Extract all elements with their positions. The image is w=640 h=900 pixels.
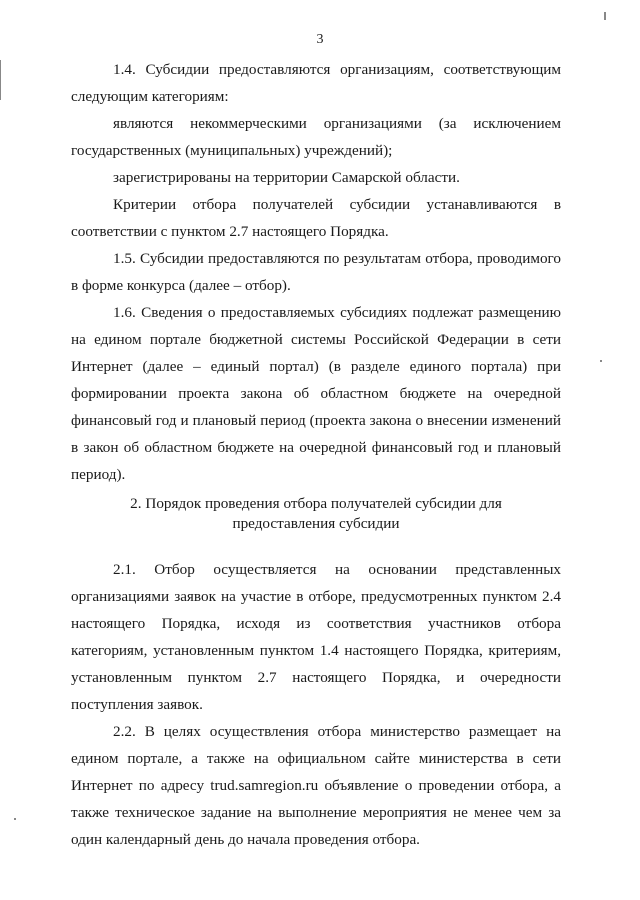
scan-edge-mark — [600, 360, 602, 362]
paragraph-1-4: 1.4. Субсидии предоставляются организациям, соответствующим следующим категориям: — [71, 61, 561, 105]
section-heading-line-2: предоставления субсидии — [232, 515, 400, 532]
section-heading-line-1: 2. Порядок проведения отбора получателей субсидии для — [130, 495, 502, 512]
page-number: 3 — [316, 32, 324, 47]
paragraph-1-6: 1.6. Сведения о предоставляемых субсидиях подлежат размещению на едином портале бюджетной системы Российской Федерации в сети Интернет (далее – единый портал) (в разделе единого портала) при формировании проекта закона об областном бюджете на очередной финансовый год и плановый период (проекта закона о внесении изменений в закон об областном бюджете на очередной финансовый год и плановый период). — [71, 304, 561, 483]
paragraph-category-2: зарегистрированы на территории Самарской области. — [113, 169, 460, 186]
paragraph-2-2: 2.2. В целях осуществления отбора министерство размещает на едином портале, а также на официальном сайте министерства в сети Интернет по адресу trud.samregion.ru объявление о проведении отбора, а также техническое задание на выполнение мероприятия не менее чем за один календарный день до начала проведения отбора. — [71, 723, 561, 848]
scan-edge-mark — [0, 60, 1, 100]
paragraph-1-5: 1.5. Субсидии предоставляются по результатам отбора, проводимого в форме конкурса (далее – отбор). — [71, 250, 561, 294]
scan-edge-mark — [14, 818, 16, 820]
paragraph-criteria: Критерии отбора получателей субсидии устанавливаются в соответствии с пунктом 2.7 настоящего Порядка. — [71, 196, 561, 240]
paragraph-category-1: являются некоммерческими организациями (за исключением государственных (муниципальных) учреждений); — [71, 115, 561, 159]
paragraph-2-1: 2.1. Отбор осуществляется на основании представленных организациями заявок на участие в отборе, предусмотренных пунктом 2.4 настоящего Порядка, исходя из соответствия участников отбора категориям, установленным пунктом 1.4 настоящего Порядка, критериям, установленным пунктом 2.7 настоящего Порядка, и очередности поступления заявок. — [71, 561, 561, 713]
section-heading — [71, 494, 561, 534]
document-body — [71, 56, 561, 853]
scan-edge-mark — [604, 12, 606, 20]
